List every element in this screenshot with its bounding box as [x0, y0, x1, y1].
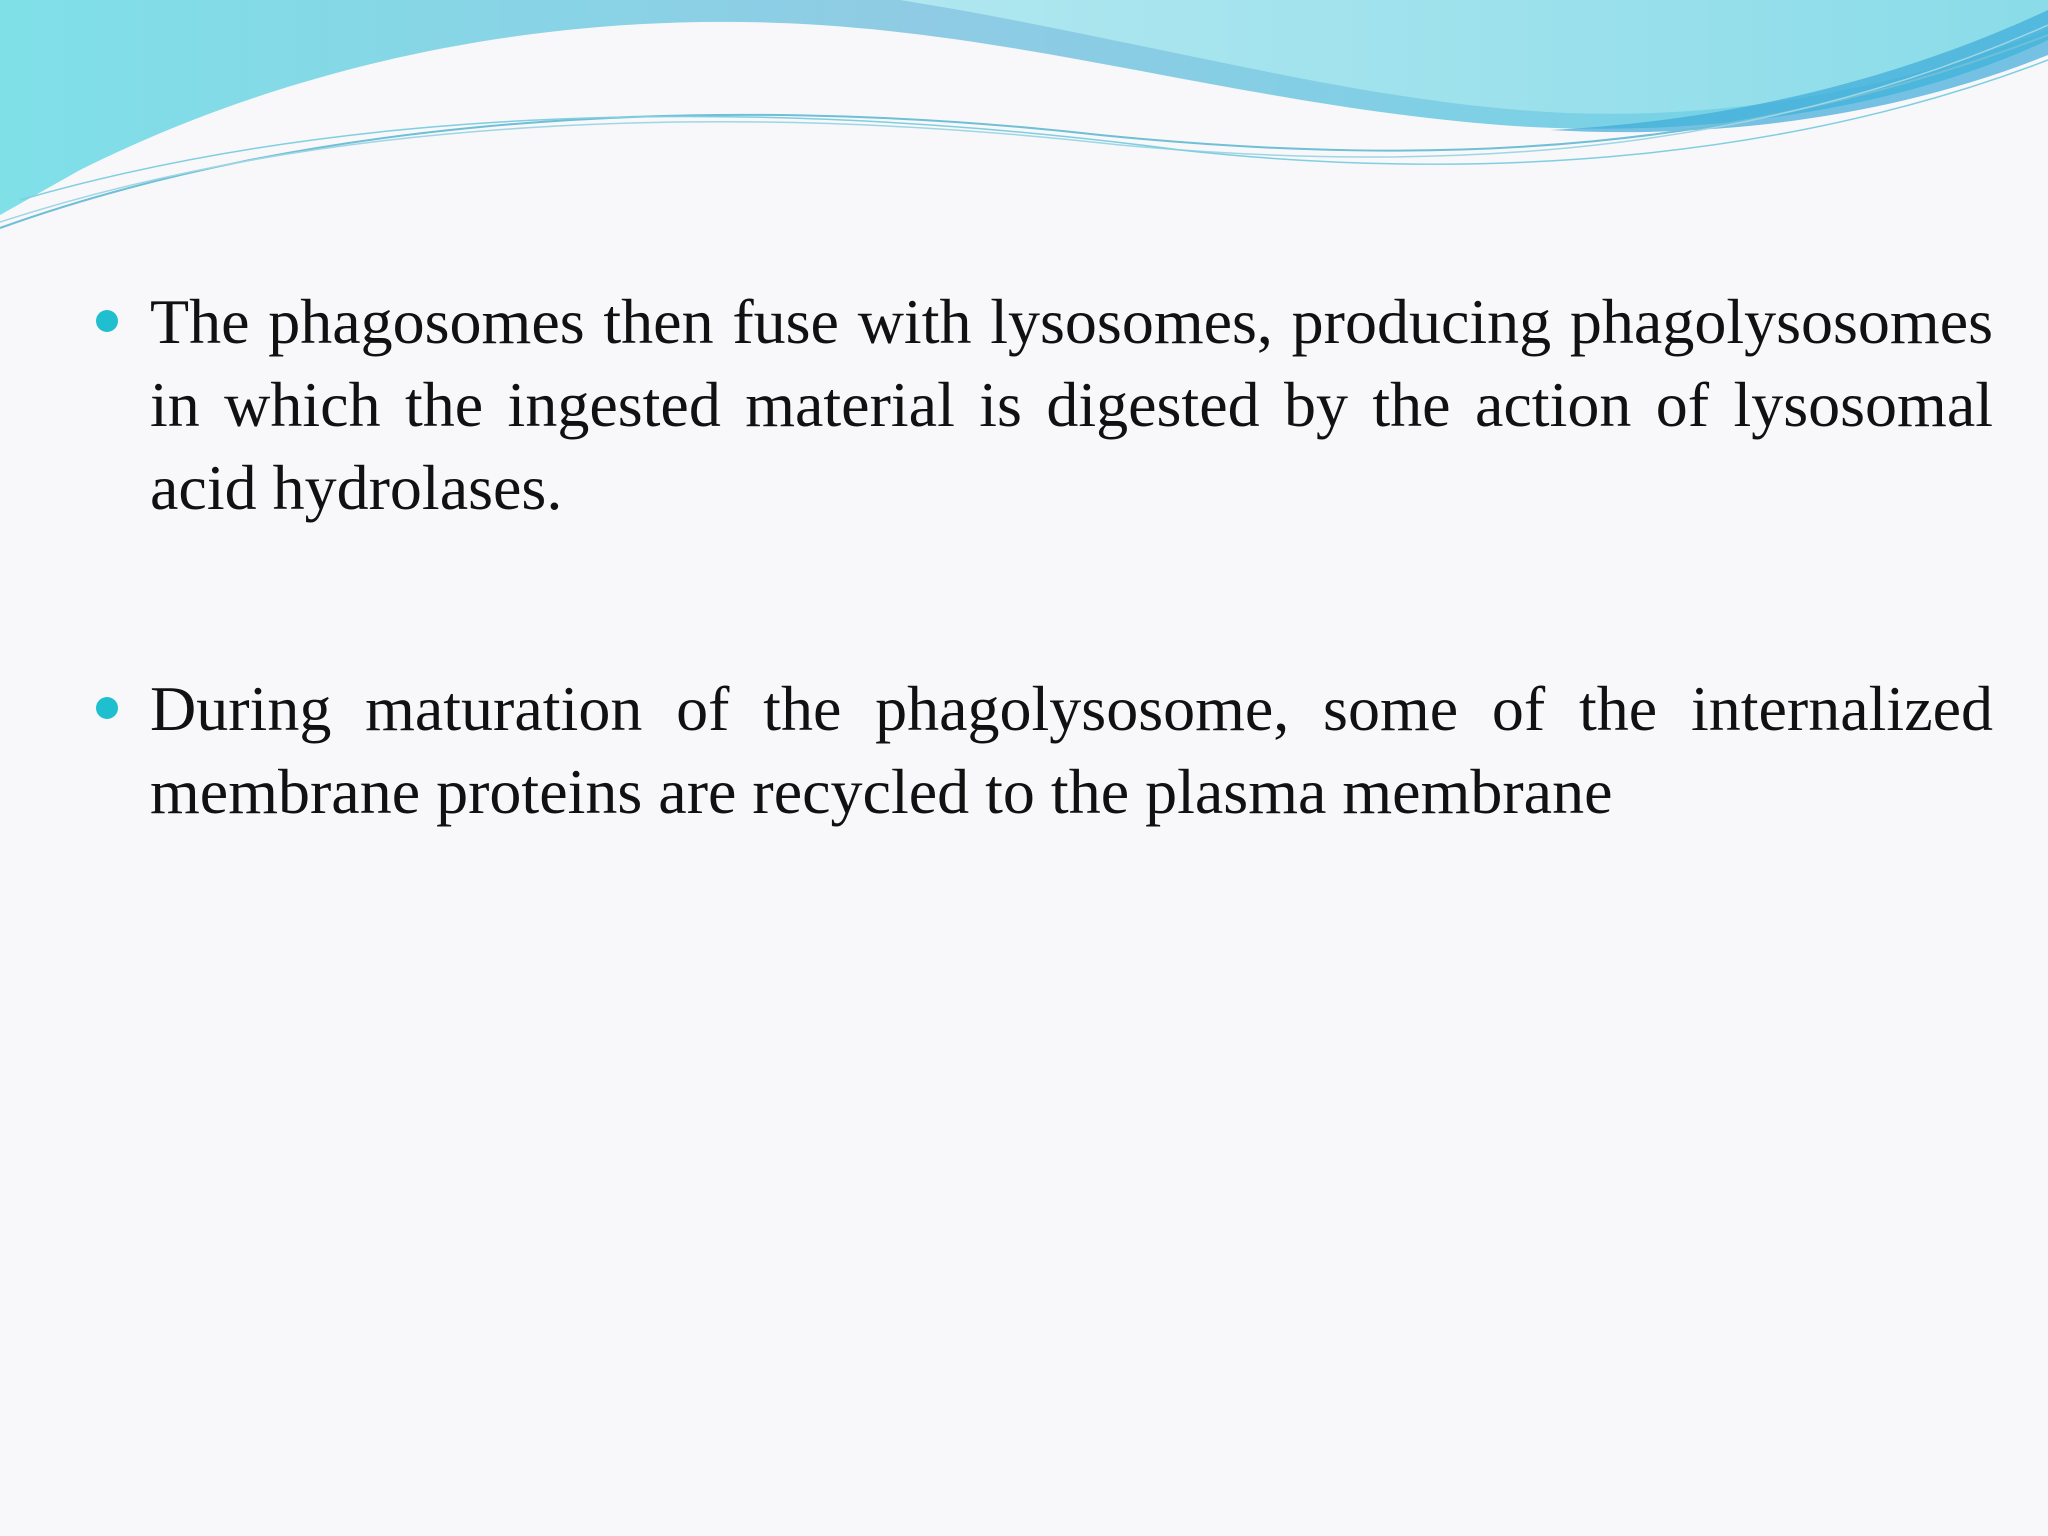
- header-wave-decoration: [0, 0, 2048, 240]
- bullet-item: [150, 667, 1993, 833]
- bullet-list: [150, 280, 1993, 971]
- bullet-text: The phagosomes then fuse with lysosomes, producing phagolysosomes in which the ingested material is digested by the action of lysosomal acid hydrolases.: [150, 286, 1993, 523]
- bullet-text: During maturation of the phagolysosome, some of the internalized membrane proteins are recycled to the plasma membrane: [150, 673, 1993, 827]
- bullet-dot-icon: [96, 697, 118, 719]
- bullet-dot-icon: [96, 310, 118, 332]
- bullet-item: [150, 280, 1993, 529]
